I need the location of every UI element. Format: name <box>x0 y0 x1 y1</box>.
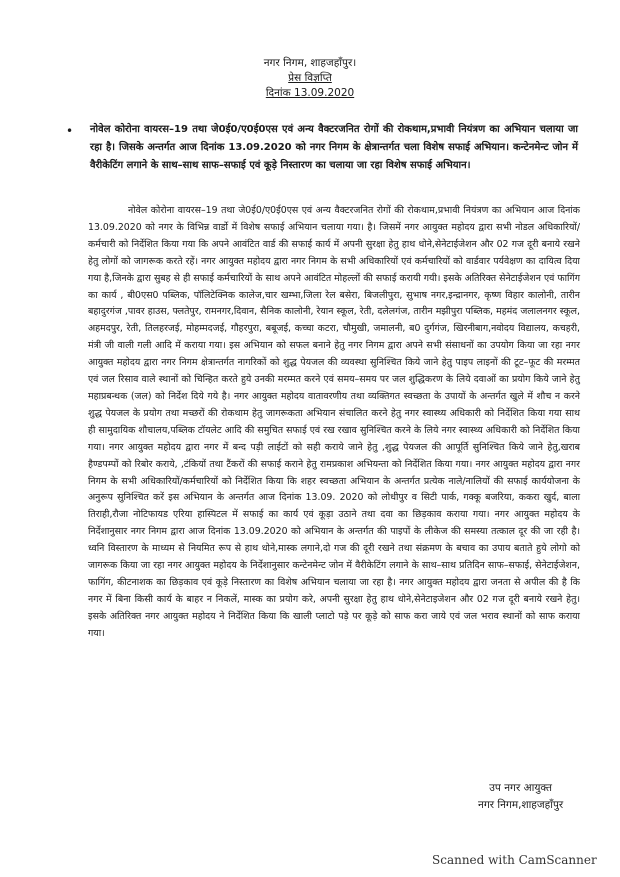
letter-header <box>0 56 620 101</box>
summary-paragraph: नोवेल कोरोना वायरस–19 तथा जे0ई0/ए0ई0एस एवं अन्य वैक्टरजनित रोगों की रोकथाम,प्रभावी नियंत्रण का अभियान चलाया जा रहा है। जिसके अन्तर्गत आज दिनांक 13.09.2020 को नगर निगम के क्षेत्रान्तर्गत चला विशेष सफाई अभियान। कन्टेनमेन्ट जोन में वैरीकेटिंग लगाने के साथ–साथ साफ–सफाई एवं कूड़े निस्तारण का चलाया जा रहा विशेष सफाई अभियान। <box>90 124 578 171</box>
scanner-watermark: Scanned with CamScanner <box>432 853 597 867</box>
signature-block <box>478 780 563 814</box>
signatory-office: नगर निगम,शाहजहाँपुर <box>478 799 564 811</box>
document-date: दिनांक 13.09.2020 <box>265 87 355 99</box>
bullet-icon: • <box>66 124 74 138</box>
signatory-designation: उप नगर आयुक्त <box>489 782 553 794</box>
document-type: प्रेस विज्ञप्ति <box>288 72 332 84</box>
body-paragraph: नोवेल कोरोना वायरस–19 तथा जे0ई0/ए0ई0एस एवं अन्य वैक्टरजनित रोगों की रोकथाम,प्रभावी नियंत्रण का अभियान आज दिनांक 13.09.2020 को नगर के विभिन्न वार्डो में विशेष सफाई अभियान चलाया गया। है। जिसमें नगर आयुक्त महोदय द्वारा सभी नोडल अधिकारियों/कर्मचारी को निर्देशित किया गया कि अपने आवंटित वार्ड की सफाई कार्य में अपनी सुरक्षा हेतु हाथ धोने,सेनेटाईजेशन और 02 गज दूरी बनाये रखने हेतु लोगों को जागरूक करते रहें। नगर आयुक्त महोदय द्वारा नगर निगम के सभी अधिकारियों एवं कर्मचारियों को वार्डवार पर्यवेक्षण का दायित्व दिया गया है,जिनके द्वारा सुबह से ही सफाई कर्मचारियों के साथ अपने आवंटित मोहल्लों की सफाई करायी गयी। इसके अतिरिक्त सेनेटाईजेशन एवं फागिंग का कार्य , बी0एस0 पब्लिक, पॉलिटेक्निक कालेज,चार खम्भा,जिला रेल बसेरा, बिजलीपुरा, सुभाष नगर,इन्द्रानगर, कृष्ण विहार कालोनी, तारीन बहादुरगंज ,पावर हाउस, फ्लतेपुर, रामनगर,दिवान, सैनिक कालोनी, रेयान स्कूल, रेती, दलेलगंज, तारीन मझीपुरा पब्लिक, महमंद जलालनगर स्कूल, अहमदपुर, रेती, तिलहरजई, मोहम्मदजई, गौहरपुरा, बबूजई, कच्चा कटरा, चौमुखी, जमालनी, ब0 दुर्गगंज, खिरनीबाग,नवोदय विद्यालय, कचहरी, मंत्री जी वाली गली आदि में कराया गया। इस अभियान को सफल बनाने हेतु नगर निगम द्वारा अपने सभी संसाधनों का उपयोग किया जा रहा नगर आयुक्त महोदय द्वारा नगर निगम क्षेत्रान्तर्गत नागरिकों को शुद्ध पेयजल की व्यवस्था सुनिश्चित किये जाने हेतु पाइप लाइनों की टूट–फूट की मरम्मत एवं जल रिसाव वाले स्थानों को चिन्हित करते हुये उनकी मरम्मत करने एवं समय–समय पर जल शुद्धिकरण के लिये दवाओं का प्रयोग किये जाने हेतु महाप्रबन्धक (जल) को निर्देश दिये गये है। नगर आयुक्त महोदय वातावरणीय तथा व्यक्तिगत स्वच्छता के उपायों के अन्तर्गत खुले में शौच न करने शुद्ध पेयजल के प्रयोग तथा मच्छरों की रोकथाम हेतु जागरूकता अभियान संचालित करने हेतु नगर स्वास्थ्य अधिकारी को निर्देशित किया गया साथ ही सामुदायिक शौचालय,पब्लिक टॉयलेट आदि की समुचित सफाई एवं रख रखाव सुनिश्चित करने के लिये नगर स्वास्थ्य अधिकारी को निर्देशित किया गया। नगर आयुक्त महोदय द्वारा नगर में बन्द पड़ी लाईटों को सही कराये जाने हेतु ,शुद्ध पेयजल की आपूर्ति सुनिश्चित किये जाने हेतु,खराब हैण्डपम्पों को रिबोर कराये, ,टंकियों तथा टैंकरों की सफाई कराने हेतु रामप्रकाश अभियन्ता को निर्देशित किया गया। नगर आयुक्त महोदय द्वारा नगर निगम के सभी अधिकारियों/कर्मचारियों को निर्देशित किया कि शहर स्वच्छता अभियान के अन्तर्गत प्रत्येक नाले/नालियों की सफाई कार्ययोजना के अनुरूप सुनिश्चित करें इस अभियान के अन्तर्गत आज दिनांक 13.09. 2020 को लोधीपुर व सिटी पार्क, गक्कू बजरिया, ककरा खुर्द, बाला तिराही,रौजा नोटिफायड एरिया हास्पिटल में सफाई का कार्य एवं कूड़ा उठाने तथा दवा का छिड़काव कराया गया। नगर आयुक्त महोदय के निर्देशानुसार नगर निगम द्वारा आज दिनांक 13.09.2020 को अभियान के अन्तर्गत की पाइपों के लीकेज की समस्या तत्काल दूर की जा रही है। ध्वनि विस्तारण के माध्यम से नियमित रूप से हाथ धोने,मास्क लगाने,दो गज की दूरी रखने तथा संक्रमण के बचाव का उपाय बताते हुये लोगो को जागरूक किया जा रहा नगर आयुक्त महोदय के निर्देशानुसार कन्टेनमेन्ट जोन में वैरीकेटिंग लगाने के साथ–साथ प्रतिदिन साफ–सफाई, सेनेटाईजेशन, फागिंग, कीटनाशक का छिड़काव एवं कूड़े निस्तारण का विशेष अभियान चलाया जा रहा है। नगर आयुक्त महोदय द्वारा जनता से अपील की है कि नगर में बिना किसी कार्य के बाहर न निकलें, मास्क का प्रयोग करे, अपनी सुरक्षा हेतु हाथ धोने,सेनेटाइजेशन और 02 गज दूरी बनाये रखने हेतु। इसके अतिरिक्त नगर आयुक्त महोदय ने निर्देशित किया कि खाली प्लाटो पड़े पर कूड़े को साफ करा जाये एवं जल भराव स्थानों को साफ कराया गया। <box>88 205 580 639</box>
organization-name: नगर निगम, शाहजहाँपुर। <box>263 57 357 69</box>
